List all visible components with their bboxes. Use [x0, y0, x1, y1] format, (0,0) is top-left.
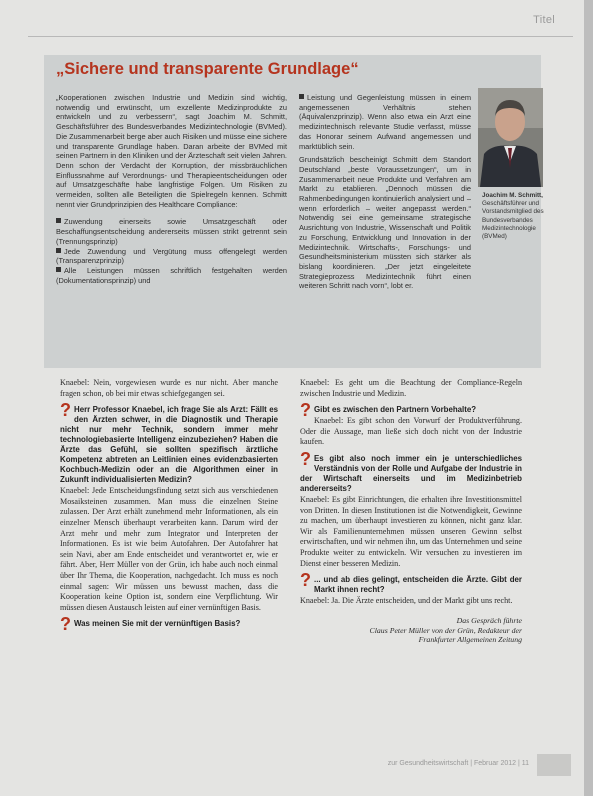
section-label: Titel [533, 14, 555, 26]
question-mark-icon: ? [300, 448, 311, 469]
page-footer: zur Gesundheitswirtschaft | Februar 2012 | 11 [387, 760, 529, 767]
sidebar-bullet: Alle Leistungen müssen schriftlich festgehalten werden (Dokumentationsprinzip) und [56, 265, 287, 285]
article-paragraph: Knaebel: Nein, vorgewiesen wurde es nur nicht. Aber manche fragen schon, ob bei mir etwas schiefgegangen sei. [60, 378, 278, 398]
caption-name: Joachim M. Schmitt, [482, 192, 543, 199]
interview-question: ? Gibt es zwischen den Partnern Vorbehalte? [300, 400, 477, 421]
sidebar-column-1 [56, 93, 287, 285]
article-paragraph: Knaebel: Jede Entscheidungsfindung setzt sich aus verschiedenen Mosaiksteinen zusammen. Man muss die einzelnen Steine zulassen. Der Arzt erhält zunehmend mehr Informationen, als ein einzelner Mensch überhaupt verarbeiten kann. Darum wird der Arzt mehr und mehr zum Integrator und Interpreten der Informationen. Es ist wie beim Autofahren. Der Autofahrer hat sein Navi, aber am Ende entscheidet und verantwortet er, wie er fährt. Aber, Herr Müller von der Grün, ich habe auch noch einmal über Ihr Thema, die Kooperation, nachgedacht. Ich muss es noch einmal sagen: Wir müssen uns bewusst machen, dass die Kooperation keine Option ist, sondern eine Verpflichtung. Wir müssen diesen Austausch leisten auf einer vernünftigen Basis. [60, 486, 278, 612]
credit-line: Das Gespräch führte [456, 615, 522, 625]
question-mark-icon: ? [300, 400, 311, 421]
sidebar-paragraph-2: Grundsätzlich bescheinigt Schmitt dem Standort Deutschland „beste Voraussetzungen“, um in Zusammenarbeit neue Produkte und Verfahren am Markt zu etablieren. „Dennoch müssen die Rahmenbedingungen kontinuierlich analysiert und – wenn erforderlich – weiter angepasst werden.“ Notwendig sei eine gemeinsame strategische Ausrichtung von Industrie, Wissenschaft und Politik zu Forschung, Entwicklung und Innovation in der Medizintechnik. Wirtschafts-, Forschungs- und Gesundheitsministerium müssten sich stärker als bislang koordinieren. „Der jetzt eingeleitete Strategieprozess Medizintechnik führt einen weiteren Schritt nach vorn“, lobt er. [299, 155, 471, 291]
article-column-left [60, 378, 278, 635]
portrait-photo [478, 88, 543, 187]
page-gutter [584, 0, 593, 796]
question-mark-icon: ? [300, 570, 311, 591]
caption-text: Geschäftsführer und Vorstandsmitglied des Bundesverbandes Medizintechnologie (BVMed) [482, 200, 544, 241]
bullet-square-icon [56, 218, 61, 223]
article-column-right [300, 378, 522, 645]
article-paragraph: Knaebel: Ja. Die Ärzte entscheiden, und der Markt gibt uns recht. [300, 596, 513, 606]
interview-credits [300, 616, 522, 645]
bullet-square-icon [56, 248, 61, 253]
photo-caption [482, 192, 544, 241]
sidebar-paragraph: „Kooperationen zwischen Industrie und Medizin sind wichtig, notwendig und erwünscht, um exzellente Medizinprodukte zu entwickeln und zu verbessern“, sagt Joachim M. Schmitt, Geschäftsführer des Bundesverbandes Medizintechnologie (BVMed). Die Zusammenarbeit berge aber auch Risiken und müsse eine sichere und transparente Grundlage haben. Daran arbeite der BVMed mit seinen Partnern in den Kliniken und der Ärzteschaft seit vielen Jahren. Denn schon der Verdacht der Korruption, der missbräuchlichen Einflussnahme auf Verordnungs- und Therapieentscheidungen oder auf Umsatzgeschäfte habe langfristige Folgen. Um Risiken zu vermeiden, sollten alle Beteiligten die Spielregeln kennen. Schmitt nennt vier Grundprinzipien des Healthcare Compliance: [56, 93, 287, 209]
question-mark-icon: ? [60, 400, 71, 421]
credit-line: Claus Peter Müller von der Grün, Redakteur der [369, 625, 522, 635]
question-mark-icon: ? [60, 614, 71, 635]
article-paragraph: Knaebel: Es gibt schon den Vorwurf der Produktverführung. Oder die Aussage, man ließe sich doch nicht von der Industrie kaufen. [300, 416, 522, 447]
bullet-square-icon [56, 267, 61, 272]
sidebar-bullet: Jede Zuwendung und Vergütung muss offengelegt werden (Transparenzprinzip) [56, 246, 287, 266]
portrait-image [478, 88, 543, 187]
sidebar-title: „Sichere und transparente Grundlage“ [56, 60, 359, 78]
sidebar-bullet: Leistung und Gegenleistung müssen in einem angemessenen Verhältnis stehen (Äquivalenzprinzip). Wenn also etwa ein Arzt eine medizintechnisch relevante Studie verfasst, müsse das Honorar seinem Aufwand angemessen und marktüblich sein. [299, 93, 471, 151]
credit-line: Frankfurter Allgemeinen Zeitung [418, 635, 522, 645]
footer-page-block [537, 754, 571, 776]
article-paragraph: Knaebel: Es gibt Einrichtungen, die erhalten ihre Investitionsmittel von Dritten. In diesen Institutionen ist die Notwendigkeit, Gewinne zu machen, um überhaupt investieren zu können, nicht ganz klar. Wir als Familienunternehmen müssen unseren Gewinn selbst erwirtschaften, und wir nehmen ihn, um das Unternehmen und seine Produkte weiter zu entwickeln. Wir versuchen zu investieren im Dienst einer besseren Medizin. [300, 494, 522, 568]
article-paragraph: Knaebel: Es geht um die Beachtung der Compliance-Regeln zwischen Industrie und Medizin. [300, 378, 522, 398]
sidebar-bullet: Zuwendung einerseits sowie Umsatzgeschäft oder Beschaffungsentscheidung andererseits müssen strikt getrennt sein (Trennungsprinzip) [56, 217, 287, 246]
interview-question: ? ... und ab dies gelingt, entscheiden die Ärzte. Gibt der Markt ihnen recht? [300, 570, 522, 595]
interview-question: ? Was meinen Sie mit der vernünftigen Basis? [60, 614, 241, 635]
interview-question: ? Herr Professor Knaebel, ich frage Sie als Arzt: Fällt es den Ärzten schwer, in die Diagnostik und Therapie nicht nur mehr Technik, sondern immer mehr technologiebasierte Intelligenz einzubeziehen? Haben die Ärzte das Gefühl, sie sollten spezifisch ärztliche Kompetenz abtreten an Leitlinien eines evidenzbasierten Kochbuch-Medizin oder an die Algorithmen einer in Zukunft individualisierten Medizin? [60, 400, 278, 485]
header-rule [28, 36, 573, 37]
interview-question: ? Es gibt also noch immer ein je unterschiedliches Verständnis von der Rolle und Aufgabe der Industrie in der Wirtschaft einerseits und im Medizinbetrieb andererseits? [300, 448, 522, 493]
sidebar-column-2a [299, 93, 471, 291]
bullet-square-icon [299, 94, 304, 99]
